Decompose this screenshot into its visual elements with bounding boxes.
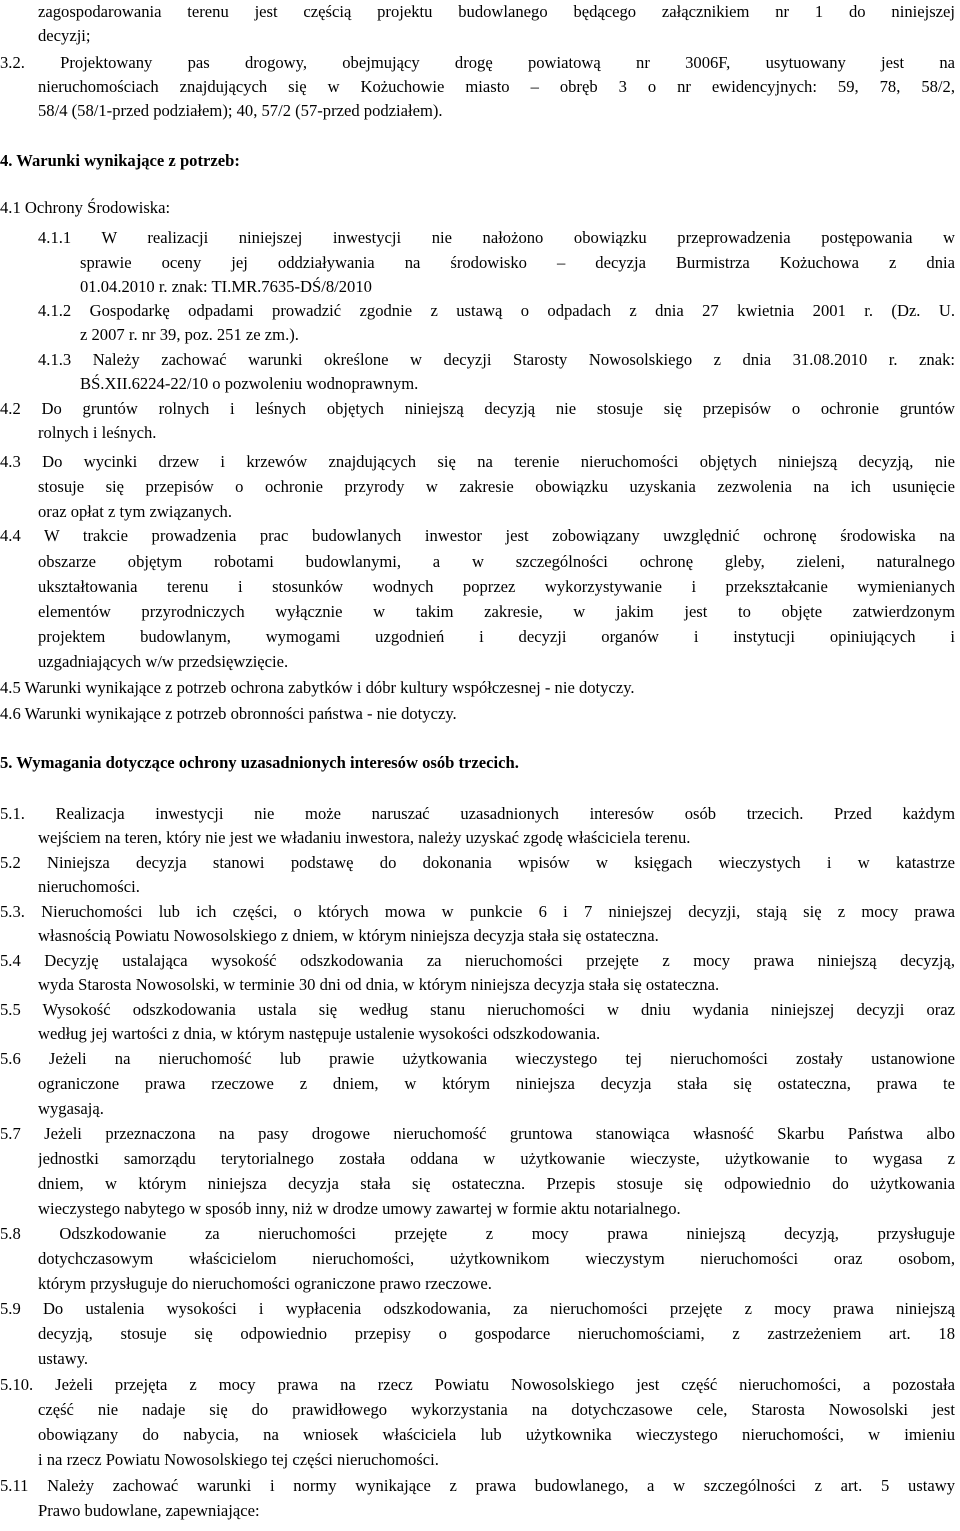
item-5-6-line: ograniczone prawa rzeczowe z dniem, w którym niniejsza decyzja stała się ostateczna, prawa te bbox=[38, 1074, 955, 1093]
item-5-10-line: 5.10. Jeżeli przejęta z mocy prawa na rzecz Powiatu Nowosolskiego jest część nieruchomości, a pozostała bbox=[0, 1375, 955, 1394]
item-4-3-line: stosuje się przepisów o ochronie przyrody w zakresie obowiązku uzyskania zezwolenia na ich usunięcie bbox=[38, 477, 955, 496]
item-4-3-line: 4.3 Do wycinki drzew i krzewów znajdujących się na terenie nieruchomości objętych niniejszą decyzją, nie bbox=[0, 452, 955, 471]
item-5-2-line: 5.2 Niniejsza decyzja stanowi podstawę do dokonania wpisów w księgach wieczystych i w katastrze bbox=[0, 853, 955, 872]
item-4-1-2-line: 4.1.2 Gospodarkę odpadami prowadzić zgodnie z ustawą o odpadach z dnia 27 kwietnia 2001 r. (Dz. U. bbox=[38, 301, 955, 320]
item-4-4-line: ukształtowania terenu i stosunków wodnych poprzez wykorzystywanie i przekształcanie wymienianych bbox=[38, 577, 955, 596]
paragraph-3-2-line: 3.2. Projektowany pas drogowy, obejmujący drogę powiatową nr 3006F, usytuowany jest na bbox=[0, 53, 955, 72]
item-4-1-3-line: 4.1.3 Należy zachować warunki określone w decyzji Starosty Nowosolskiego z dnia 31.08.2010 r. znak: bbox=[38, 350, 955, 369]
item-5-7-line: dniem, w którym niniejsza decyzja stała się ostateczna. Przepis stosuje się odpowiednio do użytkowania bbox=[38, 1174, 955, 1193]
item-4-4-line: 4.4 W trakcie prowadzenia prac budowlanych inwestor jest zobowiązany uwzględnić ochronę środowiska na bbox=[0, 526, 955, 545]
text-line: decyzji; bbox=[38, 26, 91, 45]
item-4-1-1-line: 4.1.1 W realizacji niniejszej inwestycji nie nałożono obowiązku przeprowadzenia postępowania w bbox=[38, 228, 955, 247]
item-5-1-line: 5.1. Realizacja inwestycji nie może naruszać uzasadnionych interesów osób trzecich. Przed każdym bbox=[0, 804, 955, 823]
paragraph-3-2-line: 58/4 (58/1-przed podziałem); 40, 57/2 (57-przed podziałem). bbox=[38, 101, 443, 120]
item-5-4-line: wyda Starosta Nowosolski, w terminie 30 dni od dnia, w którym niniejsza decyzja stała się ostateczna. bbox=[38, 975, 720, 994]
item-4-4-line: obszarze objętym robotami budowlanymi, a w szczególności ochronę gleby, zieleni, naturalnego bbox=[38, 552, 955, 571]
subsection-4-1-heading: 4.1 Ochrony Środowiska: bbox=[0, 198, 171, 217]
item-4-6-line: 4.6 Warunki wynikające z potrzeb obronności państwa - nie dotyczy. bbox=[0, 704, 457, 723]
text-line: zagospodarowania terenu jest częścią projektu budowlanego będącego załącznikiem nr 1 do niniejszej bbox=[38, 2, 955, 21]
item-5-10-line: część nie nadaje się do prawidłowego wykorzystania na dotychczasowe cele, Starosta Nowosolski jest bbox=[38, 1400, 955, 1419]
item-5-11-line: Prawo budowlane, zapewniające: bbox=[38, 1501, 260, 1520]
item-4-1-1-line: sprawie oceny jej oddziaływania na środowisko – decyzja Burmistrza Kożuchowa z dnia bbox=[80, 253, 955, 272]
item-4-5-line: 4.5 Warunki wynikające z potrzeb ochrona zabytków i dóbr kultury współczesnej - nie dotyczy. bbox=[0, 678, 635, 697]
item-4-1-2-line: z 2007 r. nr 39, poz. 251 ze zm.). bbox=[80, 325, 299, 344]
item-5-9-line: 5.9 Do ustalenia wysokości i wypłacenia odszkodowania, za nieruchomości przejęte z mocy prawa niniejszą bbox=[0, 1299, 955, 1318]
item-5-9-line: ustawy. bbox=[38, 1349, 89, 1368]
item-4-4-line: uzgadniających w/w przedsięwzięcie. bbox=[38, 652, 289, 671]
item-5-4-line: 5.4 Decyzję ustalająca wysokość odszkodowania za nieruchomości przejęte z mocy prawa niniejszą decyzją, bbox=[0, 951, 955, 970]
item-4-3-line: oraz opłat z tym związanych. bbox=[38, 502, 232, 521]
section-5-heading: 5. Wymagania dotyczące ochrony uzasadnionych interesów osób trzecich. bbox=[0, 753, 519, 772]
item-4-4-line: elementów przyrodniczych wyłącznie w takim zakresie, w jakim jest to objęte zatwierdzonym bbox=[38, 602, 955, 621]
item-4-2-line: 4.2 Do gruntów rolnych i leśnych objętych niniejszą decyzją nie stosuje się przepisów o ochronie gruntów bbox=[0, 399, 955, 418]
item-5-8-line: którym przysługuje do nieruchomości ograniczone prawo rzeczowe. bbox=[38, 1274, 492, 1293]
paragraph-3-2-line: nieruchomościach znajdujących się w Kożuchowie miasto – obręb 3 o nr ewidencyjnych: 59, 78, 58/2, bbox=[38, 77, 955, 96]
item-4-1-1-line: 01.04.2010 r. znak: TI.MR.7635-DŚ/8/2010 bbox=[80, 277, 372, 296]
item-5-7-line: jednostki samorządu terytorialnego została oddana w użytkowanie wieczyste, użytkowanie to wygasa z bbox=[38, 1149, 955, 1168]
item-4-2-line: rolnych i leśnych. bbox=[38, 423, 157, 442]
item-5-9-line: decyzją, stosuje się odpowiednio przepisy o gospodarce nieruchomościami, z zastrzeżeniem art. 18 bbox=[38, 1324, 955, 1343]
item-5-2-line: nieruchomości. bbox=[38, 877, 140, 896]
item-5-8-line: dotychczasowym właścicielom nieruchomości, użytkownikom wieczystym nieruchomości oraz osobom, bbox=[38, 1249, 955, 1268]
item-5-3-line: własnością Powiatu Nowosolskiego z dniem, w którym niniejsza decyzja stała się ostateczna. bbox=[38, 926, 659, 945]
item-5-8-line: 5.8 Odszkodowanie za nieruchomości przejęte z mocy prawa niniejszą decyzją, przysługuje bbox=[0, 1224, 955, 1243]
item-5-7-line: wieczystego nabytego w sposób inny, niż w drodze umowy zawartej w formie aktu notarialnego. bbox=[38, 1199, 681, 1218]
item-4-1-3-line: BŚ.XII.6224-22/10 o pozwoleniu wodnoprawnym. bbox=[80, 374, 419, 393]
item-5-5-line: według jej wartości z dnia, w którym następuje ustalenie wysokości odszkodowania. bbox=[38, 1024, 601, 1043]
item-5-10-line: i na rzecz Powiatu Nowosolskiego tej części nieruchomości. bbox=[38, 1450, 439, 1469]
item-5-7-line: 5.7 Jeżeli przeznaczona na pasy drogowe nieruchomość gruntowa stanowiąca własność Skarbu Państwa albo bbox=[0, 1124, 955, 1143]
item-5-5-line: 5.5 Wysokość odszkodowania ustala się według stanu nieruchomości w dniu wydania niniejszej decyzji oraz bbox=[0, 1000, 955, 1019]
item-5-1-line: wejściem na teren, który nie jest we władaniu inwestora, należy uzyskać zgodę właściciela terenu. bbox=[38, 828, 691, 847]
item-5-11-line: 5.11 Należy zachować warunki i normy wynikające z prawa budowlanego, a w szczególności z art. 5 ustawy bbox=[0, 1476, 955, 1495]
item-4-4-line: projektem budowlanym, wymogami uzgodnień i decyzji organów i instytucji opiniujących i bbox=[38, 627, 955, 646]
item-5-6-line: 5.6 Jeżeli na nieruchomość lub prawie użytkowania wieczystego tej nieruchomości zostały ustanowione bbox=[0, 1049, 955, 1068]
item-5-10-line: obowiązany do nabycia, na wniosek właściciela lub użytkownika wieczystego nieruchomości, w imieniu bbox=[38, 1425, 955, 1444]
item-5-3-line: 5.3. Nieruchomości lub ich części, o których mowa w punkcie 6 i 7 niniejszej decyzji, stają się z mocy prawa bbox=[0, 902, 955, 921]
section-4-heading: 4. Warunki wynikające z potrzeb: bbox=[0, 151, 240, 170]
item-5-6-line: wygasają. bbox=[38, 1099, 104, 1118]
